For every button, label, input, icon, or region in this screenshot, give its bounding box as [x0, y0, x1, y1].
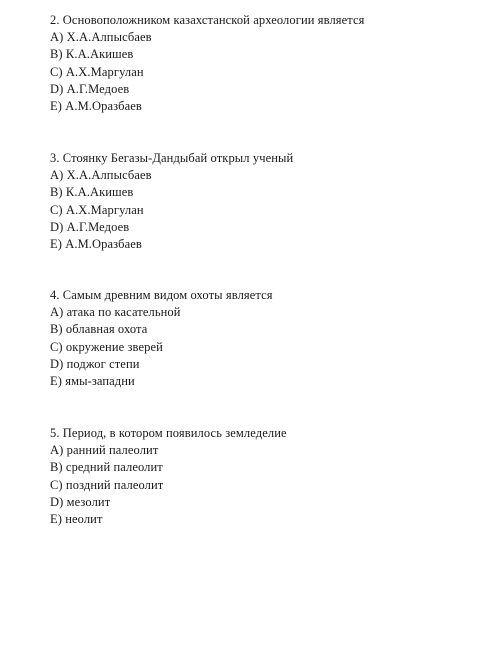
- question-2: [50, 12, 470, 115]
- question-title: 5. Период, в котором появилось земледелие: [50, 426, 287, 440]
- answer-option-a: А) Х.А.Алпысбаев: [50, 168, 152, 182]
- answer-option-a: А) Х.А.Алпысбаев: [50, 30, 152, 44]
- question-5: [50, 425, 470, 528]
- answer-option-d: D) А.Г.Медоев: [50, 81, 130, 96]
- answer-option-c: С) А.Х.Маргулан: [50, 202, 144, 217]
- answer-option-b: В) К.А.Акишев: [50, 185, 134, 200]
- question-title: 3. Стоянку Бегазы-Дандыбай открыл ученый: [50, 151, 294, 165]
- answer-option-c: С) поздний палеолит: [50, 477, 164, 492]
- question-title: 2. Основоположником казахстанской археологии является: [50, 13, 365, 27]
- answer-option-e: Е) А.М.Оразбаев: [50, 99, 142, 114]
- answer-option-e: Е) А.М.Оразбаев: [50, 237, 142, 252]
- answer-option-d: D) мезолит: [50, 494, 111, 509]
- answer-option-d: D) А.Г.Медоев: [50, 219, 130, 234]
- answer-option-d: D) поджог степи: [50, 356, 140, 371]
- answer-option-c: С) окружение зверей: [50, 339, 163, 354]
- answer-option-e: Е) ямы-западни: [50, 374, 135, 389]
- answer-option-b: В) облавная охота: [50, 322, 148, 337]
- answer-option-b: В) К.А.Акишев: [50, 47, 134, 62]
- answer-option-e: Е) неолит: [50, 512, 103, 527]
- answer-option-a: А) ранний палеолит: [50, 443, 159, 457]
- answer-option-b: В) средний палеолит: [50, 460, 163, 475]
- answer-option-a: А) атака по касательной: [50, 305, 181, 319]
- question-title: 4. Самым древним видом охоты является: [50, 288, 273, 302]
- question-3: [50, 150, 470, 253]
- answer-option-c: С) А.Х.Маргулан: [50, 64, 144, 79]
- question-4: [50, 287, 470, 390]
